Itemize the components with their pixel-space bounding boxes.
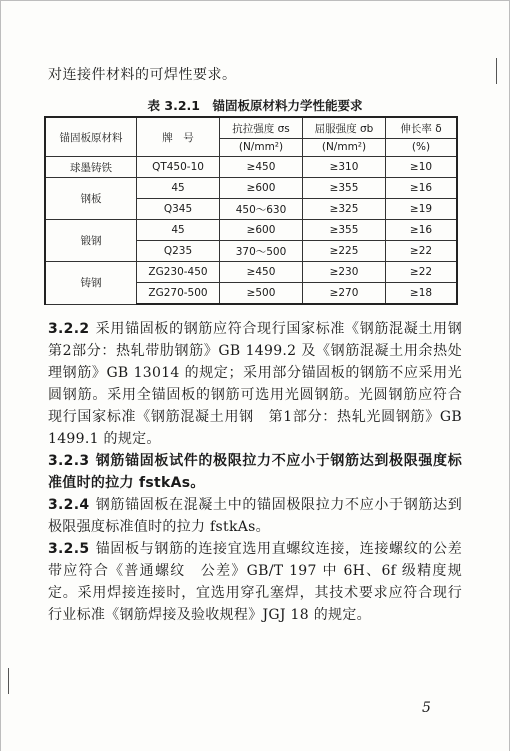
- cell-material: 锻钢: [45, 220, 137, 262]
- cell-grade: Q235: [137, 241, 220, 262]
- clause-text: 钢筋锚固板试件的极限拉力不应小于钢筋达到极限强度标准值时的拉力 fstkAs。: [48, 453, 462, 491]
- cell-material: 铸钢: [45, 262, 137, 305]
- intro-text: 对连接件材料的可焊性要求。: [48, 67, 237, 83]
- cell-tensile: ≥450: [220, 262, 303, 283]
- header-elong-label: 伸长率 δ: [400, 123, 442, 135]
- header-tensile-label: 抗拉强度 σs: [232, 123, 290, 135]
- cell-elong: ≥10: [386, 157, 458, 178]
- header-yield-label: 屈服强度 σb: [314, 123, 374, 135]
- cell-elong: ≥22: [386, 262, 458, 283]
- table-row: [45, 220, 457, 241]
- cell-elong: ≥18: [386, 283, 458, 305]
- cell-yield: ≥225: [303, 241, 386, 262]
- margin-mark-bottom: [8, 668, 9, 694]
- cell-yield: ≥230: [303, 262, 386, 283]
- header-tensile-unit: (N/mm²): [219, 138, 303, 155]
- cell-yield: ≥310: [303, 157, 386, 178]
- clause-number: 3.2.3: [48, 453, 90, 469]
- cell-material: 钢板: [45, 178, 137, 220]
- cell-yield: ≥355: [303, 220, 386, 241]
- header-elong: [386, 117, 458, 157]
- clause-3-2-5: [48, 538, 462, 626]
- cell-yield: ≥325: [303, 199, 386, 220]
- header-elong-unit: (%): [385, 138, 457, 155]
- clause-3-2-4: [48, 494, 462, 538]
- header-yield: [303, 117, 386, 157]
- cell-grade: QT450-10: [137, 157, 220, 178]
- header-grade: 牌 号: [137, 117, 220, 157]
- clause-3-2-3: [48, 450, 462, 494]
- cell-elong: ≥16: [386, 220, 458, 241]
- clause-text: 采用锚固板的钢筋应符合现行国家标准《钢筋混凝土用钢 第2部分：热轧带肋钢筋》GB 1499.2 及《钢筋混凝土用余热处理钢筋》GB 13014 的规定；采用部分锚固板的钢筋不应采用光圆钢筋。采用全锚固板的钢筋可选用光圆钢筋。光圆钢筋应符合现行国家标准《钢筋混凝土用钢 第1部分：热轧光圆钢筋》GB 1499.1 的规定。: [48, 321, 477, 447]
- header-material: 锚固板原材料: [45, 117, 137, 157]
- top-border: [0, 0, 510, 1]
- clause-text: 锚固板与钢筋的连接宜选用直螺纹连接，连接螺纹的公差带应符合《普通螺纹 公差》GB/T 197 中 6H、6f 级精度规定。采用焊接连接时，宜选用穿孔塞焊，其技术要求应符合现行行业标准《钢筋焊接及验收规程》JGJ 18 的规定。: [48, 541, 462, 623]
- clause-number: 3.2.4: [48, 497, 90, 513]
- table-row: [45, 262, 457, 283]
- cell-yield: ≥355: [303, 178, 386, 199]
- table-caption: 表 3.2.1 锚固板原材料力学性能要求: [147, 98, 363, 113]
- cell-elong: ≥22: [386, 241, 458, 262]
- cell-tensile: 370～500: [220, 241, 303, 262]
- page-number: 5: [422, 700, 431, 716]
- properties-table: [44, 116, 458, 305]
- cell-tensile: ≥600: [220, 178, 303, 199]
- clause-3-2-2: [48, 318, 477, 450]
- cell-material: 球墨铸铁: [45, 157, 137, 178]
- clause-text: 钢筋锚固板在混凝土中的锚固极限拉力不应小于钢筋达到极限强度标准值时的拉力 fstkAs。: [48, 497, 462, 535]
- cell-yield: ≥270: [303, 283, 386, 305]
- header-yield-unit: (N/mm²): [302, 138, 386, 155]
- cell-grade: Q345: [137, 199, 220, 220]
- cell-tensile: ≥500: [220, 283, 303, 305]
- margin-mark-top: [496, 58, 497, 84]
- cell-elong: ≥19: [386, 199, 458, 220]
- clause-number: 3.2.2: [48, 321, 90, 337]
- clause-number: 3.2.5: [48, 541, 90, 557]
- table-row: [45, 157, 457, 178]
- cell-tensile: ≥450: [220, 157, 303, 178]
- cell-tensile: ≥600: [220, 220, 303, 241]
- cell-elong: ≥16: [386, 178, 458, 199]
- cell-grade: 45: [137, 178, 220, 199]
- cell-tensile: 450～630: [220, 199, 303, 220]
- cell-grade: ZG230-450: [137, 262, 220, 283]
- header-tensile: [220, 117, 303, 157]
- cell-grade: ZG270-500: [137, 283, 220, 305]
- cell-grade: 45: [137, 220, 220, 241]
- table-row: [45, 178, 457, 199]
